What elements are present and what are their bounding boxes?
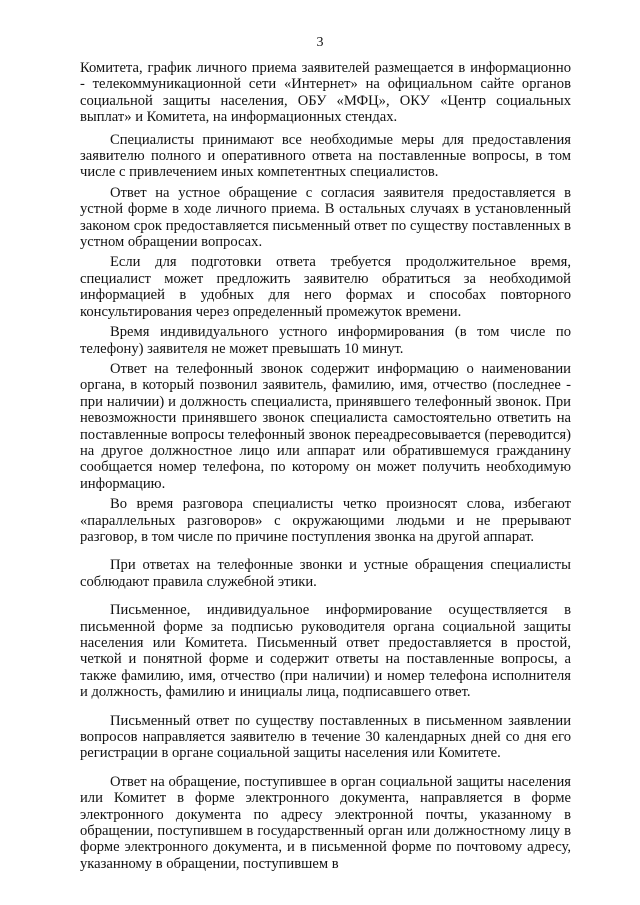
paragraph: Комитета, график личного приема заявителей размещается в информационно - телекоммуникационной сети «Интернет» на официальном сайте органов социальной защиты населения, ОБУ «МФЦ», ОКУ «Центр социальных выплат» и Комитета, на информационных стендах. — [80, 60, 571, 126]
page-number: 3 — [316, 35, 324, 50]
paragraph: Время индивидуального устного информирования (в том числе по телефону) заявителя не может превышать 10 минут. — [80, 324, 571, 357]
paragraph: Если для подготовки ответа требуется продолжительное время, специалист может предложить заявителю обратиться за необходимой информацией в удобных для него формах и способах повторного консультирования через определенный промежуток времени. — [80, 254, 571, 320]
paragraph: Письменное, индивидуальное информирование осуществляется в письменной форме за подписью руководителя органа социальной защиты населения или Комитета. Письменный ответ предоставляется в простой, четкой и понятной форме и содержит ответы на поставленные вопросы, а также фамилию, имя, отчество (при наличии) и номер телефона исполнителя и должность, фамилию и инициалы лица, подписавшего ответ. — [80, 602, 571, 701]
paragraph: Ответ на телефонный звонок содержит информацию о наименовании органа, в который позвонил заявитель, фамилию, имя, отчество (последнее - при наличии) и должность специалиста, принявшего телефонный звонок. При невозможности принявшего звонок специалиста самостоятельно ответить на поставленные вопросы телефонный звонок переадресовывается (переводится) на другое должностное лицо или аппарат или обратившемуся гражданину сообщается номер телефона, по которому он может получить необходимую информацию. — [80, 360, 571, 492]
paragraph: Во время разговора специалисты четко произносят слова, избегают «параллельных разговоров» с окружающими людьми и не прерывают разговор, в том числе по причине поступления звонка на другой аппарат. — [80, 496, 571, 545]
paragraph: Специалисты принимают все необходимые меры для предоставления заявителю полного и оперативного ответа на поставленные вопросы, в том числе с привлечением иных компетентных специалистов. — [80, 131, 571, 181]
paragraph: Письменный ответ по существу поставленных в письменном заявлении вопросов направляется заявителю в течение 30 календарных дней со дня его регистрации в органе социальной защиты населения или Комитете. — [80, 712, 571, 762]
document-body — [80, 60, 571, 872]
paragraph: При ответах на телефонные звонки и устные обращения специалисты соблюдают правила служебной этики. — [80, 557, 571, 590]
paragraph: Ответ на устное обращение с согласия заявителя предоставляется в устной форме в ходе личного приема. В остальных случаях в установленный законом срок предоставляется письменный ответ по существу поставленных в устном обращении вопросах. — [80, 184, 571, 251]
paragraph: Ответ на обращение, поступившее в орган социальной защиты населения или Комитет в форме электронного документа, направляется в форме электронного документа по адресу электронной почты, указанному в обращении, поступившем в государственный орган или должностному лицу в форме электронного документа, и в письменной форме по почтовому адресу, указанному в обращении, поступившем в — [80, 773, 571, 872]
